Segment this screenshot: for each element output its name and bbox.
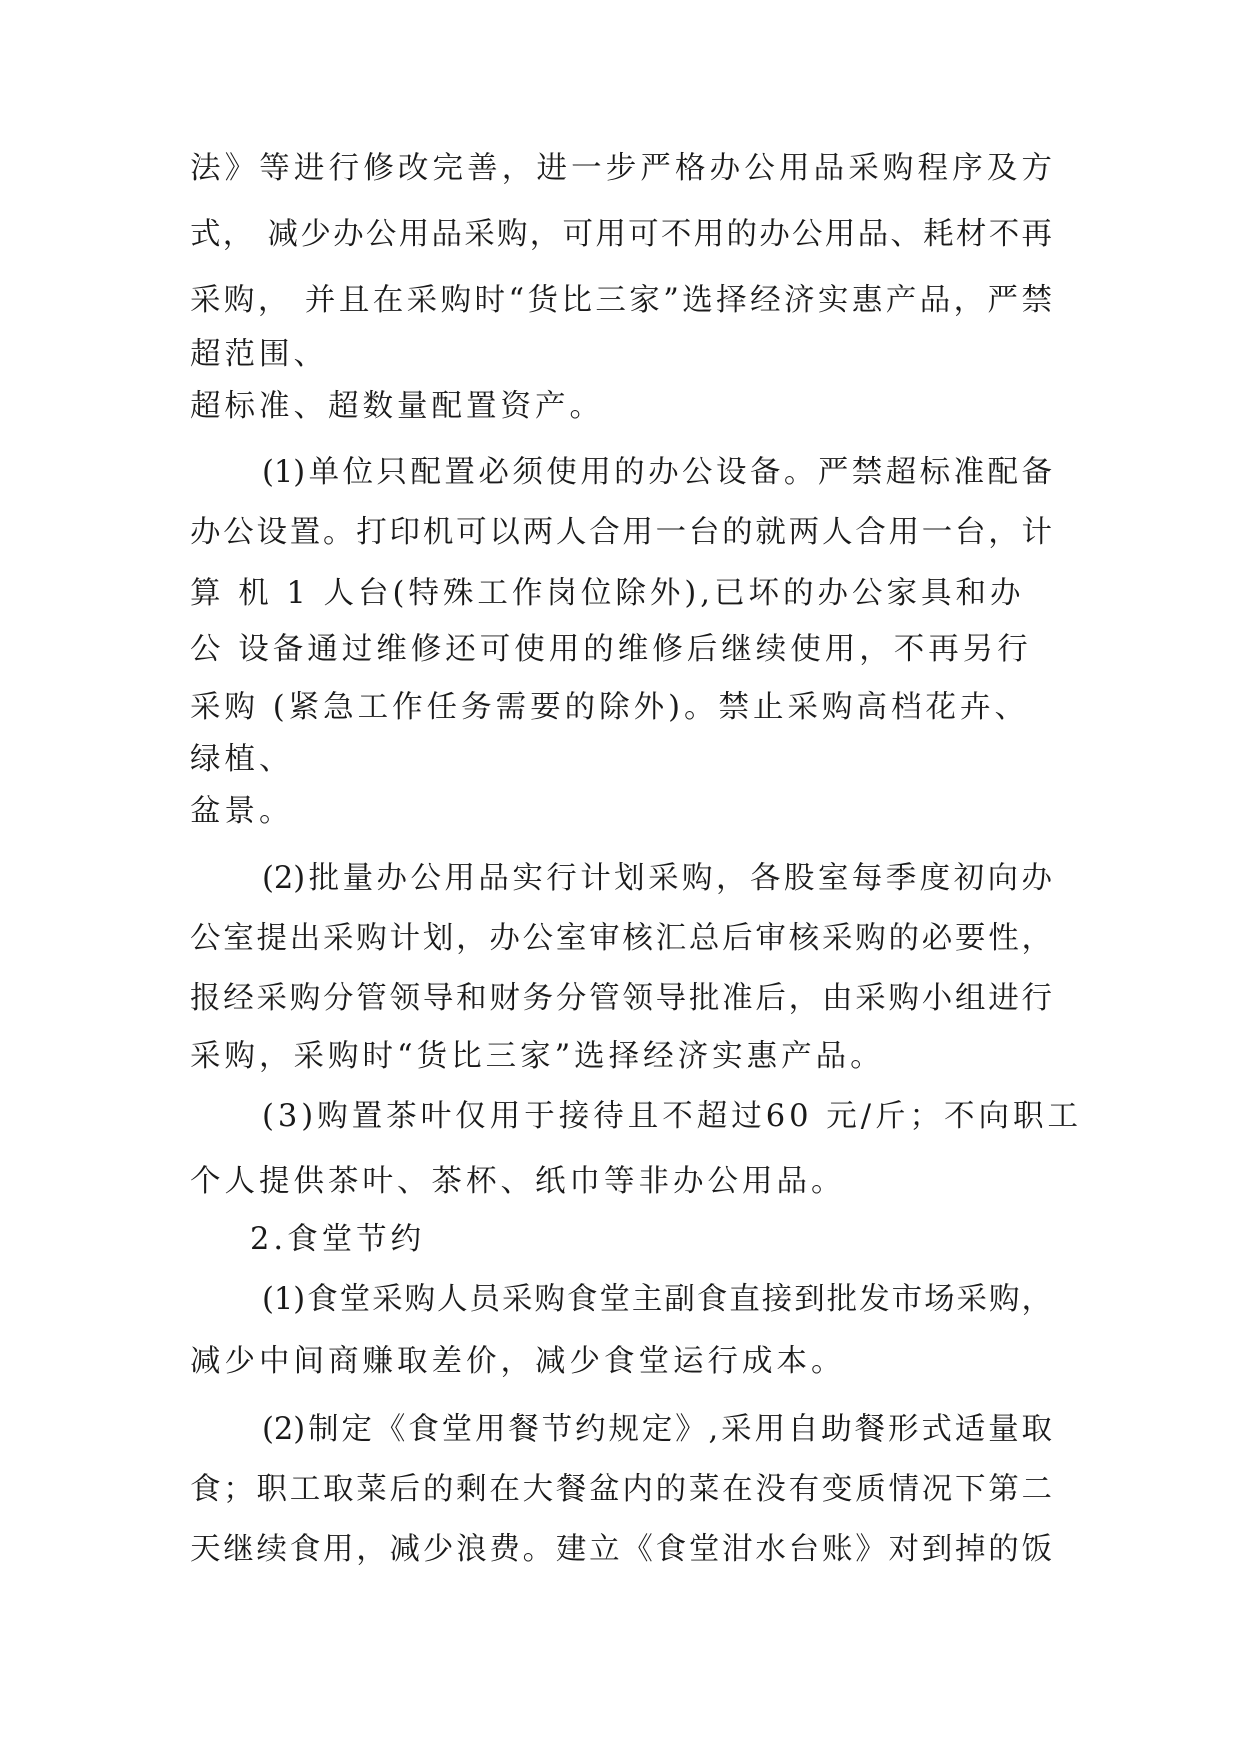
text-line: 采购， 并且在采购时“货比三家”选择经济实惠产品，严禁 (190, 283, 1052, 318)
text-line: 采购 (紧急工作任务需要的除外)。禁止采购高档花卉、 (190, 690, 1029, 725)
paragraph-item-1-first-line: (1)单位只配置必须使用的办公设备。严禁超标准配备 (262, 455, 1052, 490)
text-line: 超范围、 (190, 337, 328, 372)
text-line: 超标准、超数量配置资产。 (190, 389, 604, 424)
text-line: 报经采购分管领导和财务分管领导批准后，由采购小组进行 (190, 981, 1052, 1016)
text-line: 绿植、 (190, 742, 294, 777)
paragraph-item-2-first-line: (2)制定《食堂用餐节约规定》,采用自助餐形式适量取 (262, 1412, 1052, 1447)
text-line: 算 机 1 人台(特殊工作岗位除外),已坏的办公家具和办 (190, 576, 1025, 611)
text-line: 减少中间商赚取差价，减少食堂运行成本。 (190, 1344, 846, 1379)
text-line: 办公设置。打印机可以两人合用一台的就两人合用一台，计 (190, 515, 1052, 550)
text-line: 个人提供茶叶、茶杯、纸巾等非办公用品。 (190, 1164, 846, 1199)
text-line: 天继续食用，减少浪费。建立《食堂泔水台账》对到掉的饭 (190, 1532, 1052, 1567)
text-line: 盆景。 (190, 794, 294, 829)
text-line: 采购，采购时“货比三家”选择经济实惠产品。 (190, 1039, 885, 1074)
text-line: 公室提出采购计划，办公室审核汇总后审核采购的必要性， (190, 921, 1052, 956)
paragraph-item-1-first-line: (1)食堂采购人员采购食堂主副食直接到批发市场采购， (262, 1282, 1052, 1317)
section-heading: 2.食堂节约 (250, 1222, 426, 1257)
paragraph-item-3-first-line: (3)购置茶叶仅用于接待且不超过60 元/斤；不向职工 (262, 1099, 1082, 1134)
paragraph-item-2-first-line: (2)批量办公用品实行计划采购，各股室每季度初向办 (262, 861, 1052, 896)
text-line: 公 设备通过维修还可使用的维修后继续使用，不再另行 (190, 632, 1032, 667)
text-line: 法》等进行修改完善，进一步严格办公用品采购程序及方 (190, 151, 1052, 186)
text-line: 食；职工取菜后的剩在大餐盆内的菜在没有变质情况下第二 (190, 1472, 1052, 1507)
text-line: 式， 减少办公用品采购，可用可不用的办公用品、耗材不再 (190, 217, 1052, 252)
